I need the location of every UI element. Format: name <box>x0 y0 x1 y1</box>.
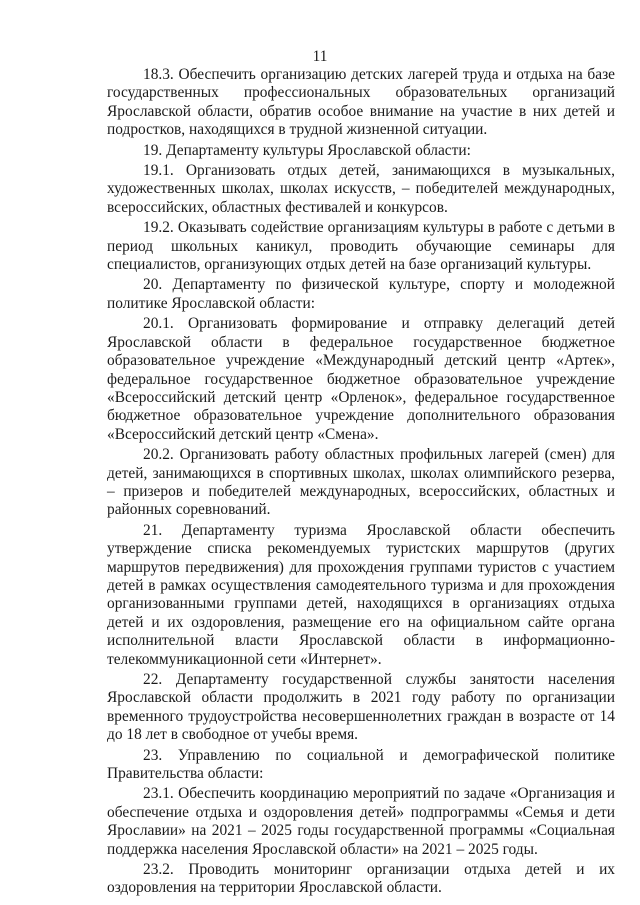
document-body <box>107 66 615 898</box>
paragraph-20-1: 20.1. Организовать формирование и отправку делегаций детей Ярославской области в федеральное государственное бюджетное образовательное учреждение «Международный детский центр «Артек», федеральное государственное бюджетное образовательное учреждение «Всероссийский детский центр «Орленок», федеральное государственное бюджетное образовательное учреждение дополнительного образования «Всероссийский детский центр «Смена». <box>107 315 615 443</box>
paragraph-19-1: 19.1. Организовать отдых детей, занимающихся в музыкальных, художественных школах, школах искусств, – победителей международных, всероссийских, областных фестивалей и конкурсов. <box>107 162 615 216</box>
page-number: 11 <box>312 48 328 65</box>
paragraph-19: 19. Департаменту культуры Ярославской области: <box>143 141 471 159</box>
paragraph-23: 23. Управлению по социальной и демографической политике Правительства области: <box>107 746 615 783</box>
paragraph-23-2: 23.2. Проводить мониторинг организации отдыха детей и их оздоровления на территории Ярославской области. <box>107 861 615 897</box>
paragraph-21: 21. Департаменту туризма Ярославской области обеспечить утверждение списка рекомендуемых туристских маршрутов (других маршрутов передвижения) для прохождения группами туристов с участием детей в рамках осуществления самодеятельного туризма и для прохождения организованными группами детей, находящихся в организациях отдыха детей и их оздоровления, размещение его на официальном сайте органа исполнительной власти Ярославской области в информационно-телекоммуникационной сети «Интернет». <box>107 521 615 668</box>
paragraph-19-2: 19.2. Оказывать содействие организациям культуры в работе с детьми в период школьных каникул, проводить обучающие семинары для специалистов, организующих отдых детей на базе организаций культуры. <box>107 219 615 274</box>
paragraph-20-2: 20.2. Организовать работу областных профильных лагерей (смен) для детей, занимающихся в спортивных школах, школах олимпийского резерва, – призеров и победителей международных, всероссийских, областных и районных соревнований. <box>107 446 615 519</box>
paragraph-23-1: 23.1. Обеспечить координацию мероприятий по задаче «Организация и обеспечение отдыха и оздоровления детей» подпрограммы «Семья и дети Ярославии» на 2021 – 2025 годы государственной программы «Социальная поддержка населения Ярославской области» на 2021 – 2025 годы. <box>107 785 615 858</box>
paragraph-22: 22. Департаменту государственной службы занятости населения Ярославской области продолжить в 2021 году работу по организации временного трудоустройства несовершеннолетних граждан в возрасте от 14 до 18 лет в свободное от учебы время. <box>107 671 615 744</box>
paragraph-18-3: 18.3. Обеспечить организацию детских лагерей труда и отдыха на базе государственных профессиональных образовательных организаций Ярославской области, обратив особое внимание на участие в них детей и подростков, находящихся в трудной жизненной ситуации. <box>107 66 615 139</box>
paragraph-20: 20. Департаменту по физической культуре, спорту и молодежной политике Ярославской области: <box>107 276 615 312</box>
